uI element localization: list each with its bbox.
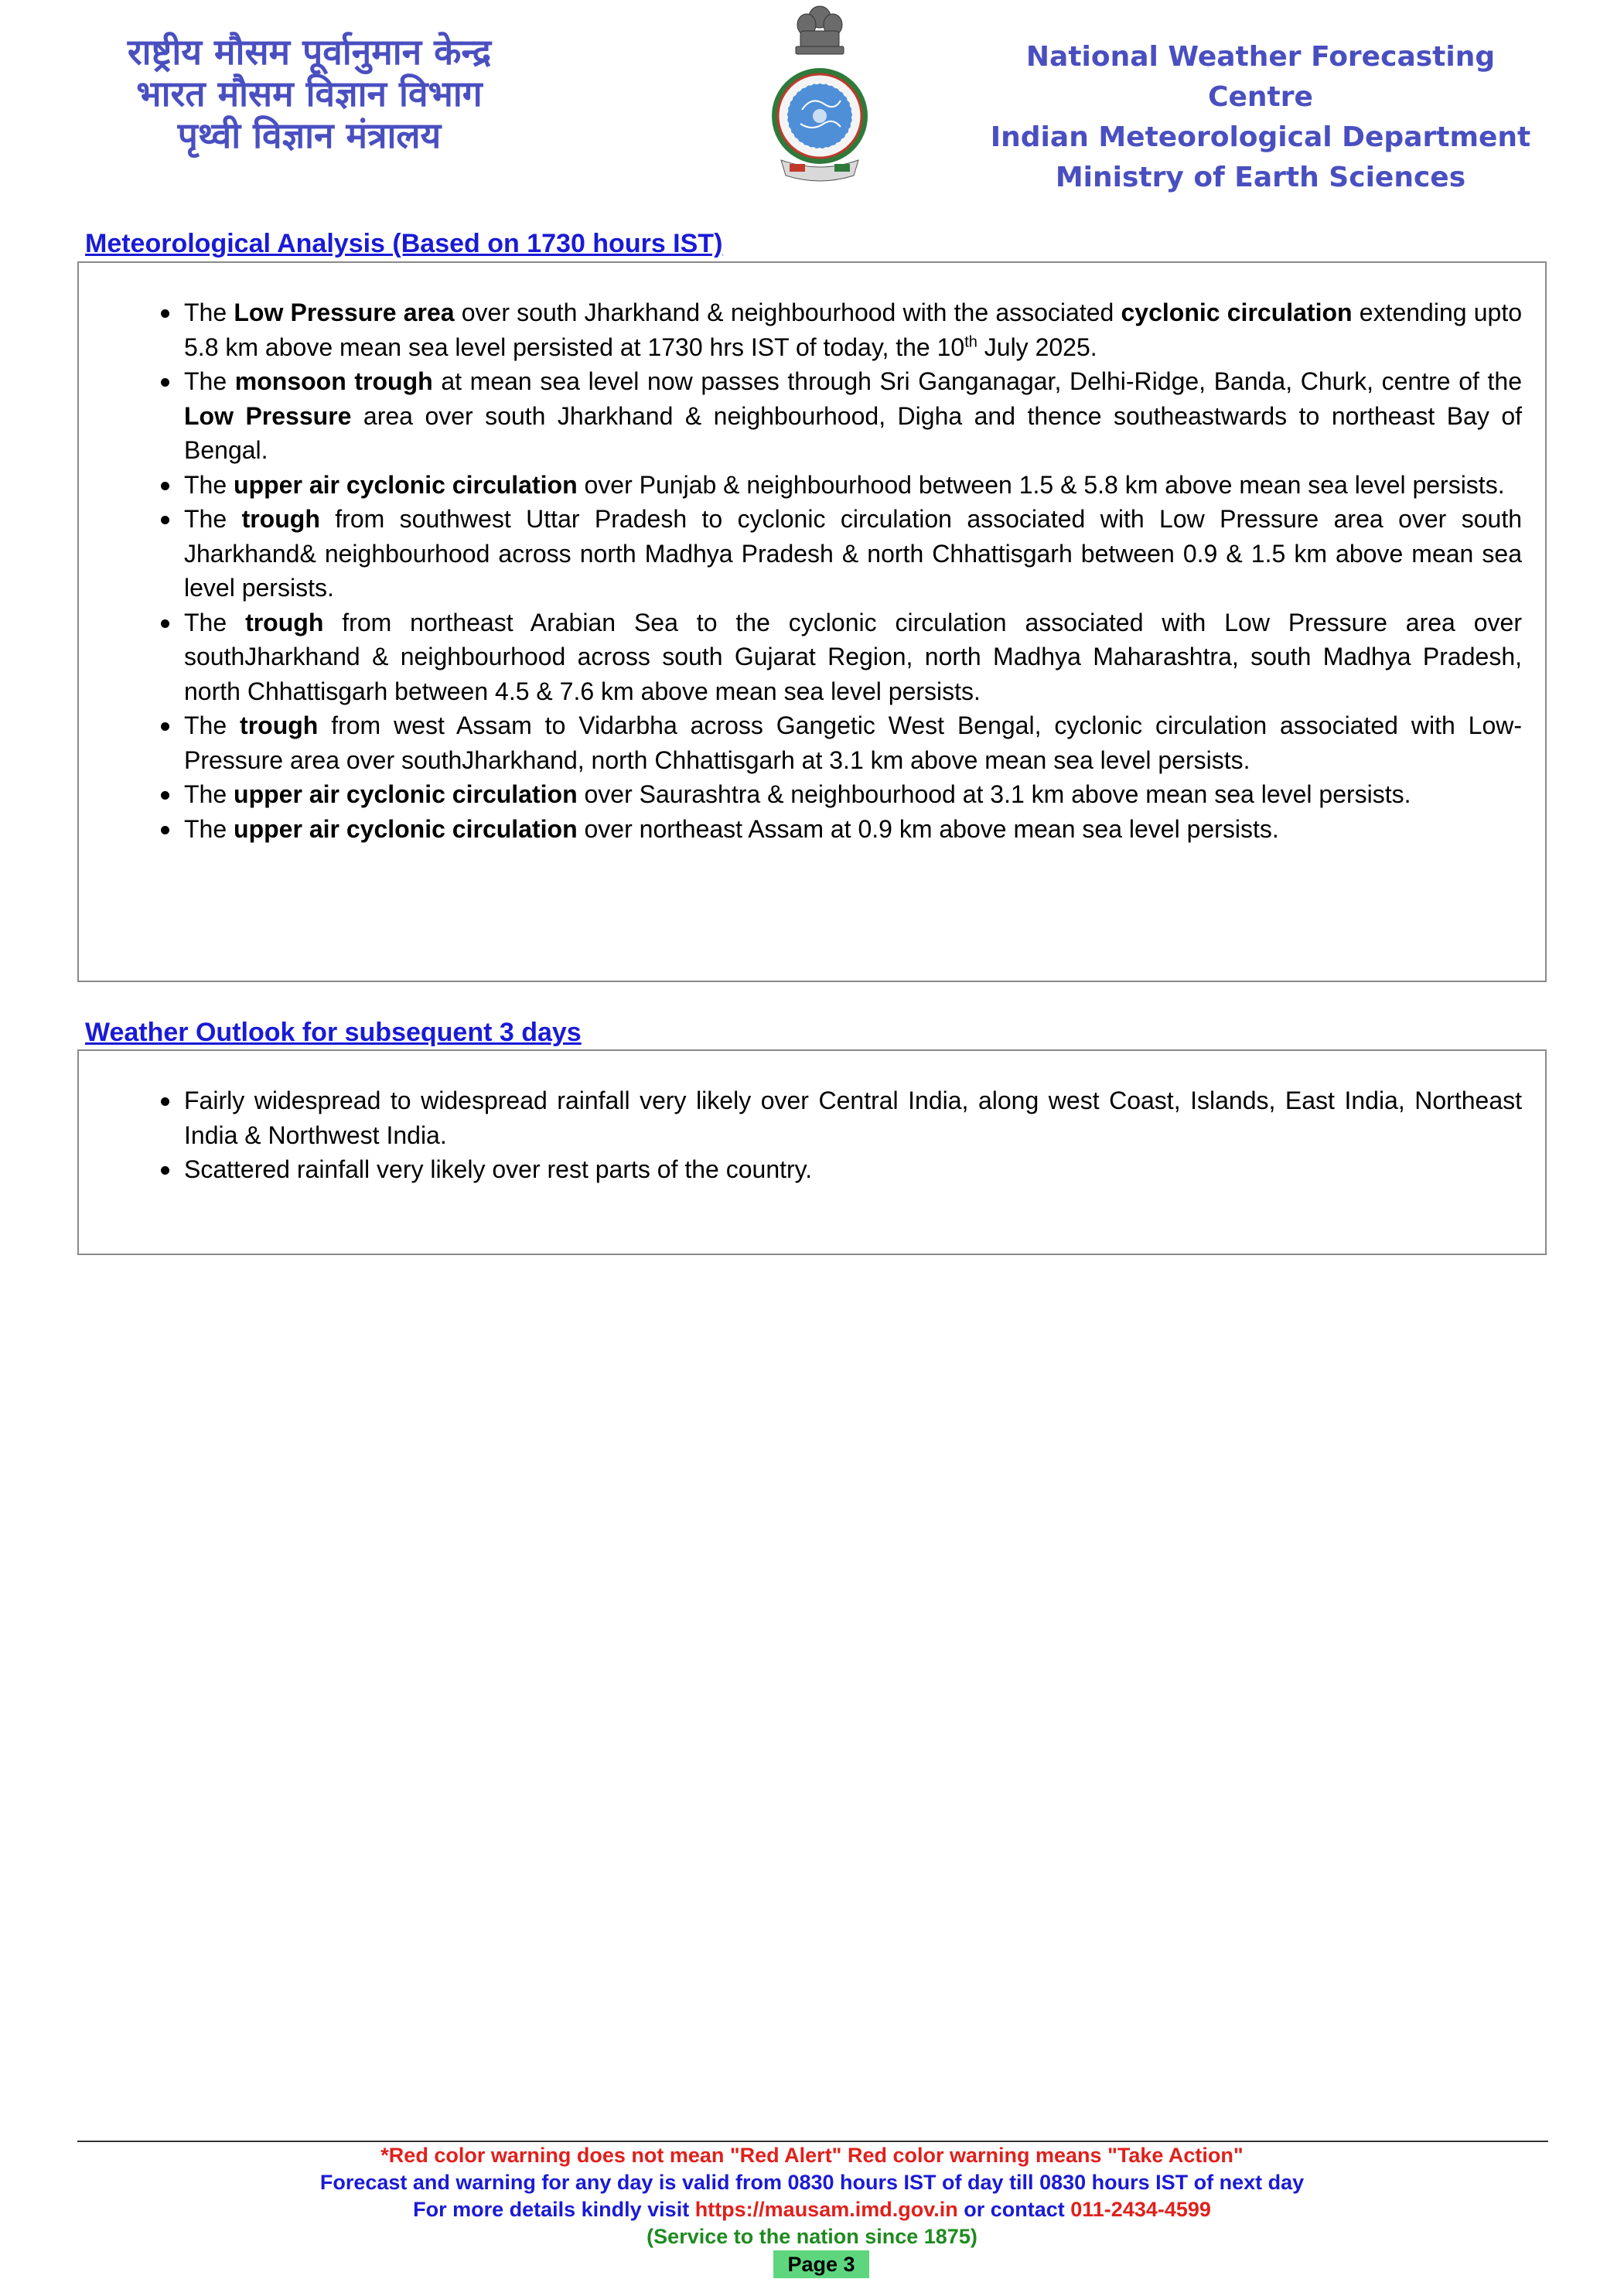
bullet-text: July 2025. — [977, 333, 1097, 361]
bullet-item — [184, 502, 1522, 606]
superscript: th — [964, 333, 977, 350]
analysis-list — [79, 295, 1545, 846]
bullet-text: The — [184, 470, 234, 499]
english-line: National Weather Forecasting Centre — [1025, 41, 1496, 113]
bold-term: trough — [241, 505, 320, 533]
bullet-text: from southwest Uttar Pradesh to cyclonic circulation associated with Low Pressure area over south Jharkhand& neighbourhood across north Madhya Pradesh & north Chhattisgarh between 0.9 & 1.5 km above mean sea level persists. — [184, 505, 1523, 602]
bullet-item — [184, 1083, 1522, 1152]
english-line: Ministry of Earth Sciences — [1055, 162, 1466, 193]
english-line: Indian Meteorological Department — [990, 121, 1531, 153]
bullet-item — [184, 777, 1522, 812]
bullet-item — [184, 606, 1522, 709]
bold-term: Low Pressure area — [234, 299, 455, 326]
bold-term: upper air cyclonic circulation — [234, 470, 578, 499]
bullet-text: The — [184, 814, 234, 843]
footer-divider — [77, 2141, 1548, 2142]
bold-term: Low Pressure — [184, 401, 352, 430]
analysis-box — [77, 261, 1547, 982]
bullet-item — [184, 295, 1522, 364]
bullet-text: The — [184, 711, 241, 739]
hindi-line: राष्ट्रीय मौसम पूर्वानुमान केन्द्र — [127, 31, 492, 73]
bullet-item — [184, 1152, 1522, 1187]
english-header — [982, 37, 1539, 198]
bullet-text: from northeast Arabian Sea to the cyclonic circulation associated with Low Pressure area over southJharkhand & neighbourhood across south Gujarat Region, north Madhya Maharashtra, south Madhya Pradesh, north Chhattisgarh between 4.5 & 7.6 km above mean sea level persists. — [184, 608, 1523, 705]
bold-term: trough — [240, 711, 319, 739]
outlook-list — [79, 1083, 1545, 1187]
bullet-text: over south Jharkhand & neighbourhood with the associated — [454, 299, 1121, 326]
contact-phone: 011-2434-4599 — [1070, 2198, 1211, 2221]
analysis-title: Meteorological Analysis (Based on 1730 hours IST) — [85, 229, 723, 258]
bullet-text: over Saurashtra & neighbourhood at 3.1 km above mean sea level persists. — [577, 780, 1411, 808]
bullet-text: over Punjab & neighbourhood between 1.5 & 5.8 km above mean sea level persists. — [577, 470, 1505, 499]
imd-emblem-icon — [762, 2, 878, 187]
bullet-text: over northeast Assam at 0.9 km above mean sea level persists. — [577, 814, 1279, 843]
service-note: (Service to the nation since 1875) — [647, 2225, 977, 2248]
bold-term: monsoon trough — [234, 367, 433, 395]
bullet-text: from west Assam to Vidarbha across Gangetic West Bengal, cyclonic circulation associated with Low-Pressure area over southJharkhand, north Chhattisgarh at 3.1 km above mean sea level persists. — [184, 711, 1523, 774]
bullet-text: at mean sea level now passes through Sri Ganganagar, Delhi-Ridge, Banda, Churk, centre of the — [432, 367, 1523, 395]
outlook-title: Weather Outlook for subsequent 3 days — [85, 1018, 582, 1047]
page-number-badge: Page 3 — [773, 2250, 869, 2278]
bullet-text: The — [184, 780, 234, 808]
bullet-text: The — [184, 608, 246, 636]
bullet-text: area over south Jharkhand & neighbourhood, Digha and thence southeastwards to northeast Bay of Bengal. — [184, 401, 1523, 464]
hindi-line: भारत मौसम विज्ञान विभाग — [136, 73, 483, 114]
bullet-item — [184, 812, 1522, 847]
hindi-line: पृथ्वी विज्ञान मंत्रालय — [177, 114, 442, 156]
contact-prefix: For more details kindly visit — [413, 2198, 695, 2221]
bold-term: upper air cyclonic circulation — [234, 780, 578, 808]
bullet-text: Scattered rainfall very likely over rest parts of the country. — [184, 1155, 813, 1183]
bullet-text: Fairly widespread to widespread rainfall very likely over Central India, along west Coast, Islands, East India, Northeast India & Northwest India. — [184, 1087, 1522, 1149]
outlook-box — [77, 1049, 1547, 1255]
bullet-text: The — [184, 299, 234, 326]
validity-note: Forecast and warning for any day is valid from 0830 hours IST of day till 0830 hours IST of next day — [319, 2171, 1305, 2194]
bullet-item — [184, 468, 1522, 503]
contact-note — [0, 2198, 1624, 2222]
hindi-header — [85, 31, 534, 156]
bold-term: upper air cyclonic circulation — [234, 814, 578, 843]
contact-middle: or contact — [957, 2198, 1071, 2221]
bullet-item — [184, 364, 1522, 468]
website-link[interactable]: https://mausam.imd.gov.in — [694, 2198, 958, 2221]
red-warning-note: *Red color warning does not mean "Red Alert" Red color warning means "Take Action" — [380, 2144, 1244, 2167]
bullet-text: The — [184, 505, 242, 533]
bullet-item — [184, 708, 1522, 777]
bullet-text: The — [184, 367, 235, 395]
bold-term: cyclonic circulation — [1121, 299, 1353, 326]
bullet-text: extending upto 5.8 km above mean sea level persisted at 1730 hrs IST of today, the 10 — [184, 299, 1523, 361]
bold-term: trough — [245, 608, 324, 636]
